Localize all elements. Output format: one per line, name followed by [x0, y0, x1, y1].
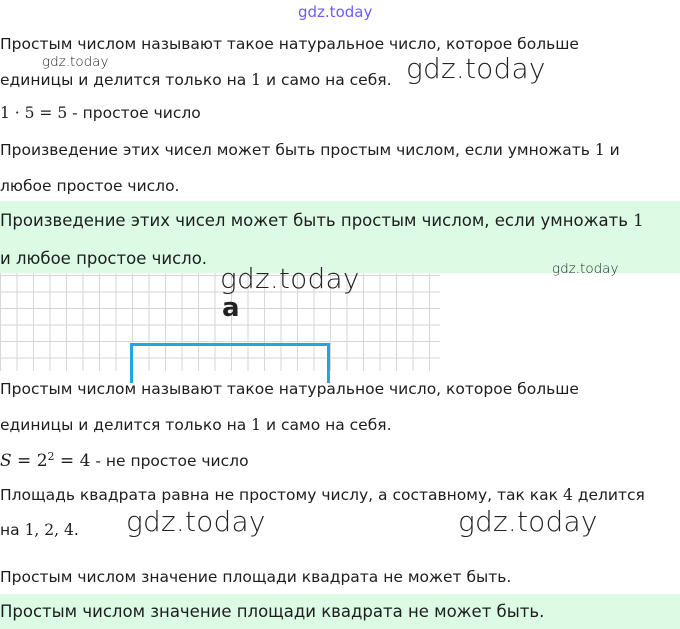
formula-result: = 4	[54, 451, 91, 472]
definition-line-2	[0, 416, 392, 434]
definition-line-2	[0, 71, 392, 89]
number-one: 1	[251, 416, 262, 434]
square-outline	[130, 343, 330, 383]
figure-letter: a	[222, 293, 240, 323]
area-text: Площадь квадрата равна не простому числу, а составному, так как	[0, 486, 563, 504]
reason-text-end: и	[604, 141, 620, 159]
reason-line-1	[0, 141, 620, 159]
definition-text-end: и само на себя.	[261, 416, 392, 434]
site-brand-watermark: gdz.today	[298, 3, 373, 21]
number-one: 1	[633, 211, 644, 230]
formula-label: - простое число	[67, 104, 201, 122]
definition-line-1: Простым числом называют такое натуральное число, которое больше	[0, 35, 579, 53]
watermark-large: gdz.today	[220, 262, 360, 295]
watermark-large: gdz.today	[458, 505, 598, 538]
answer-line-2: и любое простое число.	[0, 249, 208, 268]
answer-line: Простым числом значение площади квадрата не может быть.	[0, 602, 545, 621]
number-one: 1	[251, 71, 262, 89]
divisors: 1, 2, 4.	[24, 521, 79, 539]
reason-text: Произведение этих чисел может быть простым числом, если умножать	[0, 141, 595, 159]
definition-text: единицы и делится только на	[0, 71, 252, 89]
definition-text: единицы и делится только на	[0, 416, 252, 434]
formula-label: - не простое число	[90, 452, 249, 471]
answer-text: Произведение этих чисел может быть простым числом, если умножать	[0, 211, 634, 230]
watermark-large: gdz.today	[406, 52, 546, 85]
area-formula-line	[0, 450, 249, 471]
watermark-small: gdz.today	[42, 54, 109, 70]
formula-exponent: 2	[47, 450, 55, 463]
area-line-1	[0, 486, 645, 504]
formula-line	[0, 104, 201, 122]
number-one: 1	[594, 141, 605, 159]
area-text-end: делится	[572, 486, 645, 504]
formula: 1 · 5 = 5	[0, 104, 68, 122]
area-line-2	[0, 521, 79, 539]
definition-line-1: Простым числом называют такое натуральное число, которое больше	[0, 380, 579, 398]
area-text: на	[0, 521, 25, 539]
conclusion-line: Простым числом значение площади квадрата не может быть.	[0, 568, 512, 586]
reason-line-2: любое простое число.	[0, 177, 180, 195]
number-four: 4	[562, 486, 573, 504]
watermark-small: gdz.today	[552, 261, 619, 277]
formula-base: = 2	[11, 451, 48, 472]
area-symbol: S	[0, 451, 12, 472]
watermark-large: gdz.today	[126, 505, 266, 538]
answer-line-1	[0, 211, 644, 230]
definition-text-end: и само на себя.	[261, 71, 392, 89]
